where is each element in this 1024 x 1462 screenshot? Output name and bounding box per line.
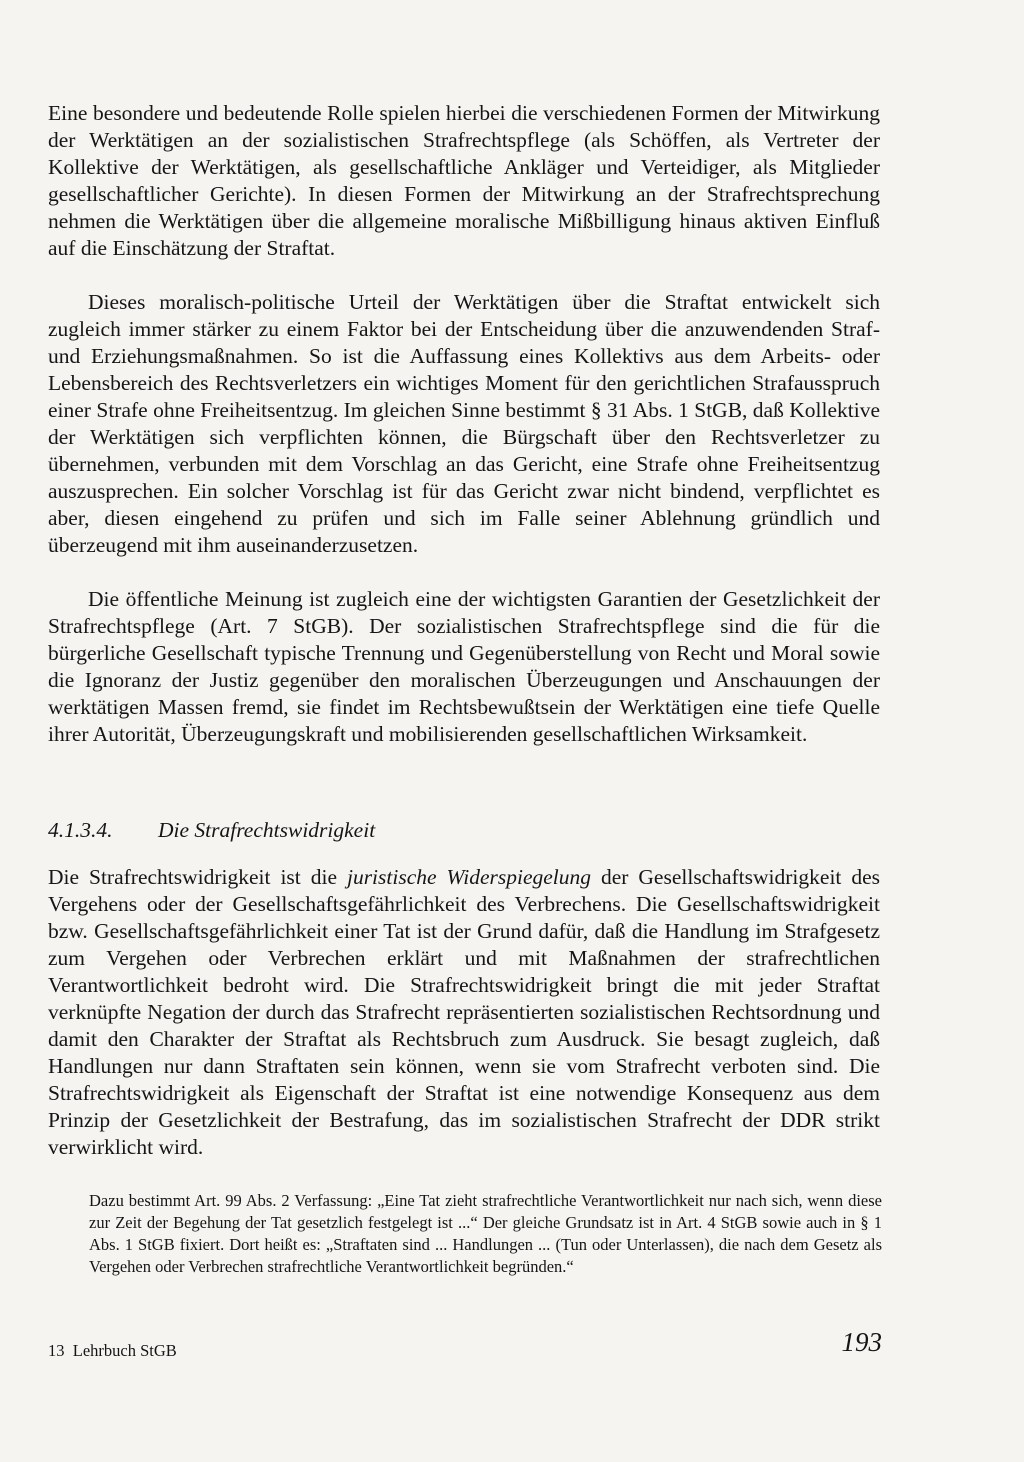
paragraph-participation: Eine besondere und bedeutende Rolle spielen hierbei die verschiedenen Formen der Mitwirkung der Werktätigen an der sozialistischen Strafrechtspflege (als Schöffen, als Vertreter der Kollektive der Werktätigen, als gesellschaftliche Ankläger und Verteidiger, als Mitglieder gesellschaftlicher Gerichte). In diesen Formen der Mitwirkung an der Strafrechtsprechung nehmen die Werktätigen über die allgemeine moralische Mißbilligung hinaus aktiven Einfluß auf die Einschätzung der Straftat.: [48, 101, 880, 260]
page-number: 193: [841, 1327, 882, 1357]
legal-quote: Dazu bestimmt Art. 99 Abs. 2 Verfassung: „Eine Tat zieht strafrechtliche Verantwortlichkeit nur nach sich, wenn diese zur Zeit der Begehung der Tat gesetzlich festgelegt ist ...“ Der gleiche Grundsatz ist in Art. 4 StGB sowie auch in § 1 Abs. 1 StGB fixiert. Dort heißt es: „Straftaten sind ... Handlungen ... (Tun oder Unterlassen), die nach dem Gesetz als Vergehen oder Verbrechen strafrechtliche Verantwortlichkeit begründen.“: [89, 1191, 882, 1276]
paragraph-public-opinion: Die öffentliche Meinung ist zugleich eine der wichtigsten Garantien der Gesetzlichkeit der Strafrechtspflege (Art. 7 StGB). Der sozialistischen Strafrechtspflege sind die für die bürgerliche Gesellschaft typische Trennung und Gegenüberstellung von Recht und Moral sowie die Ignoranz der Justiz gegenüber den moralischen Überzeugungen und Anschauungen der werktätigen Massen fremd, sie findet im Rechtsbewußtsein der Werktätigen eine tiefe Quelle ihrer Autorität, Überzeugungskraft und mobilisierenden gesellschaftlichen Wirksamkeit.: [48, 587, 880, 746]
section-number: 4.1.3.4.: [48, 818, 113, 842]
paragraph-lead: Die Strafrechtswidrigkeit ist die: [48, 865, 337, 889]
section-heading: [48, 817, 375, 844]
paragraph-emphasis: juristische Widerspiegelung: [346, 865, 592, 889]
paragraph-moral-judgement: Dieses moralisch-politische Urteil der Werktätigen über die Straftat entwickelt sich zugleich immer stärker zu einem Faktor bei der Entscheidung über die anzuwendenden Straf- und Erziehungsmaßnahmen. So ist die Auffassung eines Kollektivs aus dem Arbeits- oder Lebensbereich des Rechtsverletzers ein wichtiges Moment für den gerichtlichen Strafausspruch einer Strafe ohne Freiheitsentzug. Im gleichen Sinne bestimmt § 31 Abs. 1 StGB, daß Kollektive der Werktätigen sich verpflichten können, die Bürgschaft über den Rechtsverletzer zu übernehmen, verbunden mit dem Vorschlag an das Gericht, eine Strafe ohne Freiheitsentzug auszusprechen. Ein solcher Vorschlag ist für das Gericht zwar nicht bindend, verpflichtet es aber, diesen eingehend zu prüfen und sich im Falle seiner Ablehnung gründlich und überzeugend mit ihm auseinanderzusetzen.: [48, 290, 880, 557]
print-signature: 13 Lehrbuch StGB: [48, 1341, 177, 1360]
paragraph-strafrechtswidrigkeit: [48, 864, 880, 1161]
section-title: Die Strafrechtswidrigkeit: [158, 818, 376, 842]
paragraph-rest: der Gesellschaftswidrigkeit des Vergehens oder der Gesellschaftsgefährlichkeit des Verbrechens. Die Gesellschaftswidrigkeit bzw. Gesellschaftsgefährlichkeit einer Tat ist der Grund dafür, daß die Handlung im Strafgesetz zum Vergehen oder Verbrechen erklärt und mit Maßnahmen der strafrechtlichen Verantwortlichkeit bedroht wird. Die Strafrechtswidrigkeit bringt die mit jeder Straftat verknüpfte Negation der durch das Strafrecht repräsentierten sozialistischen Rechtsordnung und damit den Charakter der Straftat als Rechtsbruch zum Ausdruck. Sie besagt zugleich, daß Handlungen nur dann Straftaten sein können, wenn sie vom Strafrecht verboten sind. Die Strafrechtswidrigkeit als Eigenschaft der Straftat ist eine notwendige Konsequenz aus dem Prinzip der Gesetzlichkeit der Bestrafung, das im sozialistischen Strafrecht der DDR strikt verwirklicht wird.: [48, 865, 881, 1159]
